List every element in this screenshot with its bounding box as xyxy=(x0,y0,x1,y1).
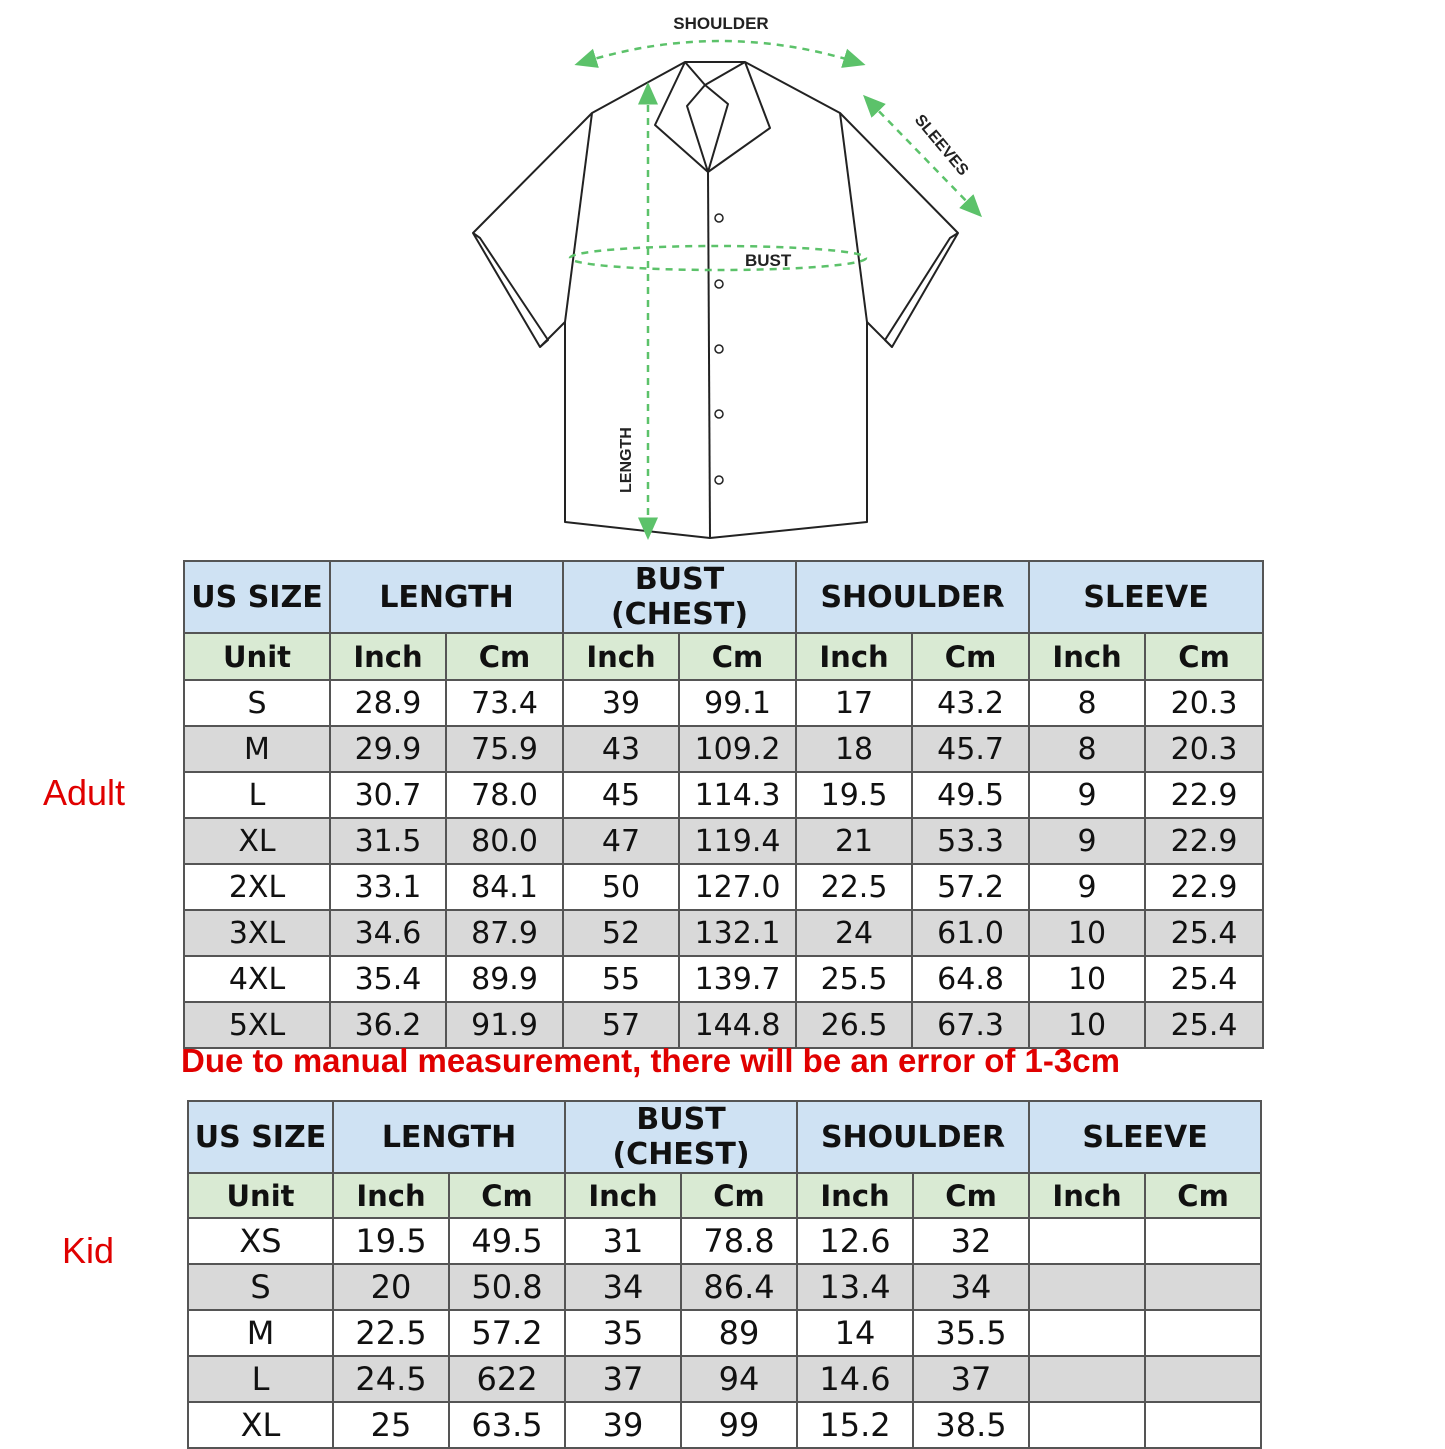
size-cell: XS xyxy=(188,1218,333,1264)
measurement-cell: 25 xyxy=(333,1402,449,1448)
measurement-cell: 50.8 xyxy=(449,1264,565,1310)
unit-header: Cm xyxy=(449,1173,565,1218)
measurement-cell: 9 xyxy=(1029,772,1145,818)
measurement-cell: 8 xyxy=(1029,680,1145,726)
size-cell: 4XL xyxy=(184,956,330,1002)
measurement-cell: 39 xyxy=(563,680,679,726)
unit-header: Inch xyxy=(565,1173,681,1218)
column-header: US SIZE xyxy=(184,561,330,633)
measurement-cell: 36.2 xyxy=(330,1002,446,1048)
unit-header: Inch xyxy=(797,1173,913,1218)
sleeves-label: SLEEVES xyxy=(910,111,972,180)
measurement-cell xyxy=(1145,1264,1261,1310)
measurement-cell: 127.0 xyxy=(679,864,796,910)
measurement-cell: 45.7 xyxy=(912,726,1029,772)
column-header: LENGTH xyxy=(333,1101,565,1173)
measurement-cell xyxy=(1145,1402,1261,1448)
measurement-cell: 49.5 xyxy=(912,772,1029,818)
table-row xyxy=(184,772,1263,818)
measurement-cell: 43 xyxy=(563,726,679,772)
measurement-cell: 91.9 xyxy=(446,1002,563,1048)
measurement-cell: 35.4 xyxy=(330,956,446,1002)
measurement-cell: 20.3 xyxy=(1145,680,1263,726)
unit-header: Inch xyxy=(563,633,679,680)
measurement-cell: 28.9 xyxy=(330,680,446,726)
measurement-cell: 75.9 xyxy=(446,726,563,772)
adult-table-body xyxy=(184,561,1263,1048)
measurement-cell: 22.5 xyxy=(333,1310,449,1356)
table-row xyxy=(184,680,1263,726)
unit-header: Cm xyxy=(681,1173,797,1218)
measurement-cell: 119.4 xyxy=(679,818,796,864)
measurement-cell: 52 xyxy=(563,910,679,956)
measurement-cell: 53.3 xyxy=(912,818,1029,864)
measurement-cell: 144.8 xyxy=(679,1002,796,1048)
unit-header: Unit xyxy=(188,1173,333,1218)
measurement-cell: 19.5 xyxy=(333,1218,449,1264)
measurement-cell: 86.4 xyxy=(681,1264,797,1310)
measurement-cell: 57.2 xyxy=(449,1310,565,1356)
table-row xyxy=(184,956,1263,1002)
measurement-cell: 31 xyxy=(565,1218,681,1264)
measurement-cell: 14.6 xyxy=(797,1356,913,1402)
measurement-cell: 31.5 xyxy=(330,818,446,864)
measurement-cell: 622 xyxy=(449,1356,565,1402)
column-header: SHOULDER xyxy=(797,1101,1029,1173)
column-header: US SIZE xyxy=(188,1101,333,1173)
table-row xyxy=(184,910,1263,956)
table-unit-row xyxy=(188,1173,1261,1218)
size-cell: 2XL xyxy=(184,864,330,910)
measurement-cell: 22.9 xyxy=(1145,864,1263,910)
measurement-cell: 57.2 xyxy=(912,864,1029,910)
column-header: LENGTH xyxy=(330,561,563,633)
measurement-error-note: Due to manual measurement, there will be an error of 1-3cm xyxy=(181,1042,1120,1079)
table-row xyxy=(184,864,1263,910)
measurement-cell: 45 xyxy=(563,772,679,818)
measurement-cell: 10 xyxy=(1029,910,1145,956)
column-header: SLEEVE xyxy=(1029,1101,1261,1173)
measurement-cell: 22.9 xyxy=(1145,772,1263,818)
measurement-cell: 87.9 xyxy=(446,910,563,956)
measurement-cell: 33.1 xyxy=(330,864,446,910)
unit-header: Cm xyxy=(1145,1173,1261,1218)
size-cell: 5XL xyxy=(184,1002,330,1048)
measurement-cell: 32 xyxy=(913,1218,1029,1264)
measurement-cell: 78.0 xyxy=(446,772,563,818)
measurement-cell: 132.1 xyxy=(679,910,796,956)
measurement-cell: 61.0 xyxy=(912,910,1029,956)
table-row xyxy=(188,1264,1261,1310)
measurement-cell: 21 xyxy=(796,818,912,864)
size-cell: M xyxy=(188,1310,333,1356)
unit-header: Cm xyxy=(1145,633,1263,680)
shoulder-arrow xyxy=(584,41,856,62)
measurement-cell: 114.3 xyxy=(679,772,796,818)
unit-header: Inch xyxy=(796,633,912,680)
measurement-cell: 18 xyxy=(796,726,912,772)
table-row xyxy=(188,1310,1261,1356)
unit-header: Inch xyxy=(1029,1173,1145,1218)
kid-size-table xyxy=(187,1100,1262,1449)
measurement-cell xyxy=(1029,1356,1145,1402)
measurement-cell: 50 xyxy=(563,864,679,910)
measurement-cell: 38.5 xyxy=(913,1402,1029,1448)
measurement-cell: 35 xyxy=(565,1310,681,1356)
unit-header: Cm xyxy=(679,633,796,680)
measurement-cell: 49.5 xyxy=(449,1218,565,1264)
measurement-cell: 10 xyxy=(1029,956,1145,1002)
table-row xyxy=(188,1402,1261,1448)
table-row xyxy=(184,818,1263,864)
measurement-cell: 25.4 xyxy=(1145,956,1263,1002)
length-label: LENGTH xyxy=(618,427,635,493)
measurement-cell: 57 xyxy=(563,1002,679,1048)
adult-label: Adult xyxy=(43,772,126,813)
measurement-cell: 80.0 xyxy=(446,818,563,864)
measurement-cell: 25.4 xyxy=(1145,910,1263,956)
table-header-row xyxy=(188,1101,1261,1173)
table-row xyxy=(184,726,1263,772)
measurement-cell: 20.3 xyxy=(1145,726,1263,772)
measurement-cell: 34 xyxy=(913,1264,1029,1310)
measurement-cell: 37 xyxy=(913,1356,1029,1402)
measurement-cell: 99.1 xyxy=(679,680,796,726)
unit-header: Cm xyxy=(912,633,1029,680)
column-header: SHOULDER xyxy=(796,561,1029,633)
table-unit-row xyxy=(184,633,1263,680)
measurement-cell xyxy=(1029,1402,1145,1448)
measurement-cell: 30.7 xyxy=(330,772,446,818)
measurement-cell: 99 xyxy=(681,1402,797,1448)
measurement-cell: 25.4 xyxy=(1145,1002,1263,1048)
size-cell: S xyxy=(188,1264,333,1310)
measurement-cell xyxy=(1145,1218,1261,1264)
measurement-cell: 9 xyxy=(1029,818,1145,864)
column-header: BUST (CHEST) xyxy=(565,1101,797,1173)
table-row xyxy=(188,1218,1261,1264)
size-cell: M xyxy=(184,726,330,772)
measurement-cell: 34 xyxy=(565,1264,681,1310)
measurement-cell: 67.3 xyxy=(912,1002,1029,1048)
measurement-cell xyxy=(1145,1356,1261,1402)
size-cell: S xyxy=(184,680,330,726)
table-row xyxy=(188,1356,1261,1402)
measurement-cell: 24.5 xyxy=(333,1356,449,1402)
measurement-cell: 29.9 xyxy=(330,726,446,772)
measurement-cell: 25.5 xyxy=(796,956,912,1002)
measurement-cell: 84.1 xyxy=(446,864,563,910)
unit-header: Inch xyxy=(330,633,446,680)
measurement-cell: 89 xyxy=(681,1310,797,1356)
measurement-cell: 19.5 xyxy=(796,772,912,818)
unit-header: Cm xyxy=(913,1173,1029,1218)
measurement-cell: 63.5 xyxy=(449,1402,565,1448)
measurement-cell: 24 xyxy=(796,910,912,956)
measurement-cell: 55 xyxy=(563,956,679,1002)
measurement-cell: 37 xyxy=(565,1356,681,1402)
unit-header: Inch xyxy=(333,1173,449,1218)
measurement-cell: 20 xyxy=(333,1264,449,1310)
measurement-cell xyxy=(1145,1310,1261,1356)
adult-size-table xyxy=(183,560,1264,1049)
measurement-cell: 22.5 xyxy=(796,864,912,910)
measurement-cell: 15.2 xyxy=(797,1402,913,1448)
shirt-outline xyxy=(473,62,958,538)
kid-label: Kid xyxy=(62,1230,115,1271)
measurement-cell: 109.2 xyxy=(679,726,796,772)
measurement-cell: 13.4 xyxy=(797,1264,913,1310)
measurement-cell: 94 xyxy=(681,1356,797,1402)
measurement-cell: 73.4 xyxy=(446,680,563,726)
table-header-row xyxy=(184,561,1263,633)
measurement-cell: 8 xyxy=(1029,726,1145,772)
measurement-cell: 43.2 xyxy=(912,680,1029,726)
column-header: SLEEVE xyxy=(1029,561,1263,633)
size-cell: L xyxy=(188,1356,333,1402)
measurement-cell: 39 xyxy=(565,1402,681,1448)
measurement-cell: 22.9 xyxy=(1145,818,1263,864)
kid-table-body xyxy=(188,1101,1261,1448)
measurement-cell: 12.6 xyxy=(797,1218,913,1264)
measurement-cell xyxy=(1029,1264,1145,1310)
measurement-cell: 139.7 xyxy=(679,956,796,1002)
measurement-cell: 35.5 xyxy=(913,1310,1029,1356)
unit-header: Inch xyxy=(1029,633,1145,680)
measurement-cell: 78.8 xyxy=(681,1218,797,1264)
bust-label: BUST xyxy=(745,251,792,270)
measurement-cell: 47 xyxy=(563,818,679,864)
measurement-cell xyxy=(1029,1218,1145,1264)
measurement-cell: 17 xyxy=(796,680,912,726)
measurement-cell xyxy=(1029,1310,1145,1356)
measurement-cell: 89.9 xyxy=(446,956,563,1002)
column-header: BUST (CHEST) xyxy=(563,561,796,633)
size-cell: 3XL xyxy=(184,910,330,956)
measurement-cell: 10 xyxy=(1029,1002,1145,1048)
shoulder-label: SHOULDER xyxy=(673,14,769,33)
measurement-cell: 9 xyxy=(1029,864,1145,910)
size-cell: L xyxy=(184,772,330,818)
measurement-cell: 34.6 xyxy=(330,910,446,956)
size-cell: XL xyxy=(188,1402,333,1448)
size-cell: XL xyxy=(184,818,330,864)
measurement-cell: 14 xyxy=(797,1310,913,1356)
measurement-cell: 64.8 xyxy=(912,956,1029,1002)
unit-header: Cm xyxy=(446,633,563,680)
shirt-measurement-diagram xyxy=(0,0,1445,550)
measurement-cell: 26.5 xyxy=(796,1002,912,1048)
unit-header: Unit xyxy=(184,633,330,680)
